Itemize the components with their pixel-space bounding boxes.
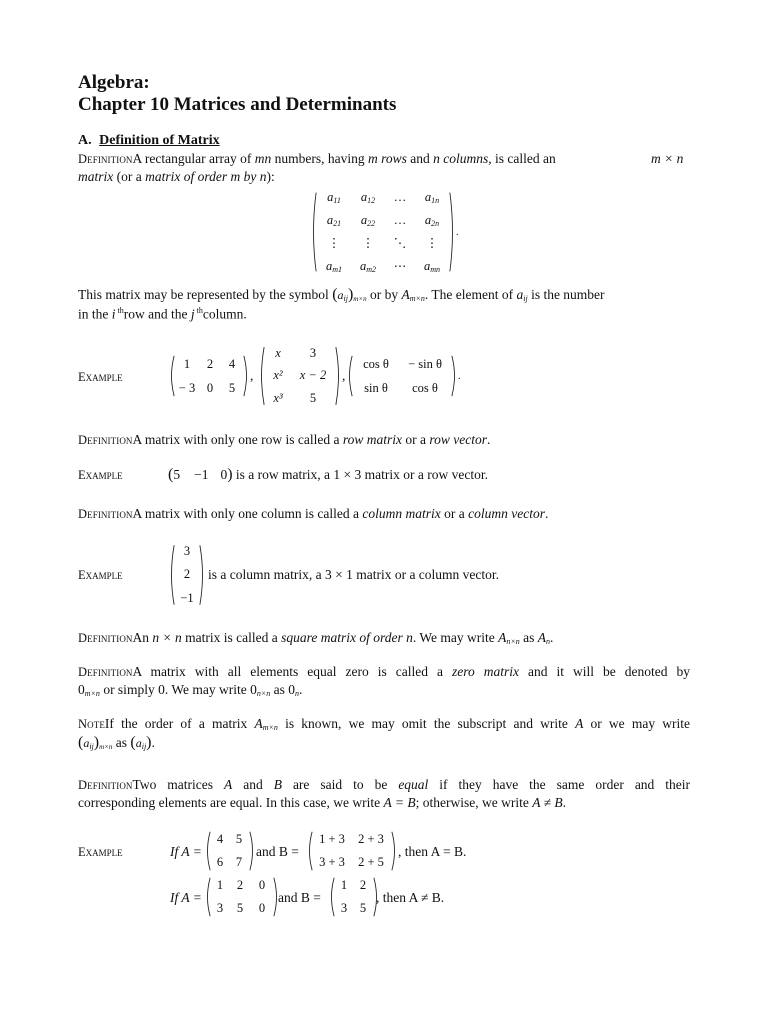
text: and bbox=[232, 777, 274, 792]
term: row vector bbox=[429, 432, 488, 447]
text: . bbox=[299, 682, 303, 697]
section-title: Definition of Matrix bbox=[99, 133, 220, 148]
text: and it will be denoted by bbox=[518, 664, 690, 679]
text: is known, we may omit the subscript and write bbox=[277, 716, 576, 731]
term: A = B bbox=[383, 795, 416, 810]
cell: 0 bbox=[258, 901, 266, 915]
comma: , bbox=[342, 368, 346, 383]
cell: 2 bbox=[236, 878, 244, 892]
text: and bbox=[406, 151, 434, 166]
text: are said to be bbox=[281, 777, 399, 792]
cell: 2 + 3 bbox=[358, 832, 384, 846]
cell: 1 + 3 bbox=[319, 832, 345, 846]
cell: 5 bbox=[173, 467, 181, 482]
cell-a11: $a_{11}$ bbox=[327, 190, 341, 205]
paren: ) bbox=[93, 734, 100, 751]
cell: x − 2 bbox=[299, 367, 327, 382]
paren: ( bbox=[78, 734, 84, 751]
cell-a2n: $a_{2n}$ bbox=[424, 213, 440, 228]
general-matrix-cells bbox=[317, 186, 449, 278]
subscript: m×n bbox=[84, 689, 100, 698]
definition-equal-line1 bbox=[78, 777, 690, 793]
cell: 2 bbox=[206, 356, 214, 371]
matrix-cells bbox=[211, 828, 249, 874]
cell: 5 bbox=[236, 901, 244, 915]
cell: x³ bbox=[273, 390, 283, 405]
representation-line2 bbox=[78, 306, 247, 323]
example2-row bbox=[168, 466, 488, 484]
then-not-equal-label: , then A ≠ B. bbox=[376, 890, 445, 905]
text: or we may write bbox=[583, 716, 691, 731]
matrix-cells bbox=[175, 352, 243, 400]
term: n columns bbox=[433, 151, 489, 166]
cell: 5 bbox=[235, 832, 243, 846]
term: matrix of order m by n bbox=[145, 169, 267, 184]
order-mxn: m × n bbox=[651, 151, 684, 166]
cell: 6 bbox=[216, 855, 224, 869]
example3-column bbox=[168, 540, 206, 610]
cell: 5 bbox=[309, 390, 317, 405]
text: if they have the same order and their bbox=[428, 777, 691, 792]
text: in the bbox=[78, 306, 112, 322]
subscript: m×n bbox=[353, 295, 367, 303]
paren: ( bbox=[130, 734, 136, 751]
definition-column-matrix bbox=[78, 506, 548, 522]
cell-amn: $a_{mn}$ bbox=[423, 258, 441, 274]
right-paren bbox=[391, 828, 398, 874]
example1-matrix-1 bbox=[168, 352, 253, 400]
cell: −1 bbox=[180, 590, 194, 605]
definition-matrix-line2 bbox=[78, 169, 275, 185]
paren: ( bbox=[332, 286, 338, 303]
cell: x bbox=[275, 345, 281, 360]
if-a-label: If A = bbox=[170, 844, 202, 859]
representation-line1 bbox=[78, 286, 605, 304]
left-paren bbox=[310, 186, 317, 278]
definition-tag: Definition bbox=[78, 152, 133, 166]
cell: cos θ bbox=[363, 356, 389, 371]
cell: 2 bbox=[359, 878, 367, 892]
text: . We may write bbox=[412, 630, 499, 645]
definition-equal-line2 bbox=[78, 795, 566, 811]
text: A matrix with only one column is called a bbox=[132, 506, 363, 521]
cell: 7 bbox=[235, 855, 243, 869]
right-paren bbox=[243, 352, 250, 400]
paren: ( bbox=[168, 466, 174, 483]
example1-matrix-2 bbox=[258, 342, 345, 410]
if-a-label: If A = bbox=[170, 890, 202, 905]
matrix-cells bbox=[211, 874, 273, 920]
text: . bbox=[562, 795, 567, 810]
cell: 1 bbox=[216, 878, 224, 892]
cell: 1 bbox=[340, 878, 348, 892]
symbol: 0 bbox=[78, 682, 85, 697]
cell: 3 bbox=[340, 901, 348, 915]
text: . bbox=[487, 432, 491, 447]
cell-ellipsis: … bbox=[393, 190, 407, 204]
superscript: th bbox=[115, 306, 124, 315]
cell-am2: $a_{m2}$ bbox=[359, 258, 377, 274]
text: . bbox=[544, 506, 549, 521]
cell: 0 bbox=[206, 380, 214, 395]
cell: 5 bbox=[228, 380, 236, 395]
text: . bbox=[550, 630, 554, 645]
cell: x² bbox=[273, 367, 283, 382]
cell: − 3 bbox=[178, 380, 196, 395]
text: An bbox=[132, 630, 153, 645]
cell-ellipsis: … bbox=[393, 213, 407, 227]
text: and B = bbox=[278, 890, 321, 905]
cell: sin θ bbox=[364, 380, 388, 395]
cell-ddots: ⋱ bbox=[393, 236, 407, 250]
right-paren bbox=[451, 352, 458, 400]
example4-matrix-B2 bbox=[328, 874, 380, 920]
subject-title: Algebra: bbox=[78, 72, 150, 93]
comma: , bbox=[250, 368, 254, 383]
definition-row-matrix bbox=[78, 432, 490, 448]
cell-vdots: ⋮ bbox=[327, 236, 341, 250]
definition-zero-matrix-line2 bbox=[78, 682, 302, 698]
left-paren bbox=[306, 828, 313, 874]
cell-cdots: ⋯ bbox=[393, 259, 407, 273]
symbol: A bbox=[498, 630, 507, 645]
definition-tag: Definition bbox=[78, 507, 133, 521]
cell: 3 bbox=[309, 345, 317, 360]
matrix-cells bbox=[353, 352, 451, 400]
definition-tag: Definition bbox=[78, 778, 133, 792]
term: square matrix of order n bbox=[281, 630, 413, 645]
section-heading bbox=[78, 133, 220, 149]
example-tag: Example bbox=[78, 370, 123, 384]
left-paren bbox=[328, 874, 335, 920]
cell: 0 bbox=[258, 878, 266, 892]
definition-matrix-line1 bbox=[78, 151, 556, 167]
cell: 4 bbox=[216, 832, 224, 846]
text: is a row matrix, a 1 × 3 matrix or a row vector. bbox=[232, 467, 488, 482]
symbol: A bbox=[537, 630, 547, 645]
right-paren bbox=[249, 828, 256, 874]
definition-zero-matrix-line1 bbox=[78, 664, 690, 680]
trailing-period: . bbox=[456, 226, 459, 238]
term: n × n bbox=[152, 630, 182, 645]
cell: −1 bbox=[194, 467, 209, 482]
paren: ) bbox=[347, 286, 354, 303]
cell-vdots: ⋮ bbox=[425, 236, 439, 250]
symbol: i bbox=[111, 306, 116, 322]
cell: 3 bbox=[216, 901, 224, 915]
note-line2 bbox=[78, 734, 155, 752]
term: mn bbox=[254, 151, 272, 166]
definition-tag: Definition bbox=[78, 631, 133, 645]
note-line1 bbox=[78, 716, 690, 732]
superscript: th bbox=[194, 306, 203, 315]
symbol: B bbox=[273, 777, 282, 792]
symbol: A bbox=[575, 716, 584, 731]
text: or a bbox=[440, 506, 469, 521]
subscript: n×n bbox=[506, 637, 520, 646]
text: row and the bbox=[123, 306, 191, 322]
term: m rows bbox=[367, 151, 407, 166]
cell: 2 + 5 bbox=[358, 855, 384, 869]
matrix-cells bbox=[175, 540, 199, 610]
section-letter: A. bbox=[78, 133, 92, 148]
chapter-title: Chapter 10 Matrices and Determinants bbox=[78, 94, 397, 115]
text: or a bbox=[402, 432, 430, 447]
text: is the number bbox=[527, 287, 605, 302]
subscript: m×n bbox=[99, 743, 113, 751]
text: as bbox=[519, 630, 538, 645]
term: row matrix bbox=[342, 432, 403, 447]
example-tag: Example bbox=[78, 568, 123, 582]
text: as 0 bbox=[270, 682, 295, 697]
right-paren bbox=[199, 540, 206, 610]
text: A matrix with all elements equal zero is called a bbox=[132, 664, 452, 679]
subscript: m×n bbox=[262, 723, 278, 732]
left-paren bbox=[204, 874, 211, 920]
text: or by bbox=[366, 287, 402, 302]
example4-matrix-A1 bbox=[204, 828, 256, 874]
cell-a1n: $a_{1n}$ bbox=[424, 190, 440, 205]
and-b-label bbox=[256, 844, 299, 860]
cell-am1: $a_{m1}$ bbox=[325, 258, 343, 274]
text: corresponding elements are equal. In this case, we write bbox=[78, 795, 384, 810]
left-paren bbox=[168, 352, 175, 400]
cell-a12: $a_{12}$ bbox=[360, 190, 376, 205]
text: . The element of bbox=[424, 287, 517, 302]
symbol: a bbox=[516, 287, 524, 302]
text: This matrix may be represented by the symbol bbox=[78, 287, 329, 302]
cell: 4 bbox=[228, 356, 236, 371]
term: equal bbox=[398, 777, 429, 792]
matrix-cells bbox=[313, 828, 391, 874]
symbol: A bbox=[224, 777, 233, 792]
symbol: j bbox=[190, 306, 195, 322]
cell-vdots: ⋮ bbox=[361, 236, 375, 250]
right-paren bbox=[335, 342, 342, 410]
definition-tag: Definition bbox=[78, 665, 133, 679]
symbol: A bbox=[401, 287, 410, 302]
term: zero matrix bbox=[451, 664, 519, 679]
example4-matrix-B1 bbox=[306, 828, 398, 874]
then-equal-label: , then A = B. bbox=[398, 844, 467, 859]
cell: 1 bbox=[183, 356, 191, 371]
right-paren bbox=[449, 186, 456, 278]
subscript: n×n bbox=[256, 689, 271, 698]
cell: − sin θ bbox=[408, 356, 442, 371]
text: as bbox=[112, 735, 131, 750]
paren: ) bbox=[146, 734, 152, 751]
note-tag: Note bbox=[78, 717, 105, 731]
cell-a21: $a_{21}$ bbox=[326, 213, 342, 228]
text: A rectangular array of bbox=[132, 151, 255, 166]
matrix-cells bbox=[335, 874, 373, 920]
left-paren bbox=[168, 540, 175, 610]
example-tag: Example bbox=[78, 468, 123, 482]
example4-matrix-A2 bbox=[204, 874, 280, 920]
subscript: n bbox=[295, 689, 299, 698]
left-paren bbox=[258, 342, 265, 410]
aij-symbol: $a_{ij}$ bbox=[83, 736, 94, 751]
text: Two matrices bbox=[132, 777, 225, 792]
aij-symbol: $a_{ij}$ bbox=[337, 288, 348, 303]
subscript: n bbox=[546, 637, 551, 646]
text: or simply 0. We may write 0 bbox=[99, 682, 257, 697]
aij-symbol: $a_{ij}$ bbox=[135, 736, 147, 751]
cell: 3 + 3 bbox=[319, 855, 345, 869]
text: ; otherwise, we write bbox=[415, 795, 533, 810]
cell: cos θ bbox=[412, 380, 438, 395]
text: A matrix with only one row is called a bbox=[132, 432, 343, 447]
text: matrix is called a bbox=[181, 630, 282, 645]
text: If the order of a matrix bbox=[104, 716, 255, 731]
general-matrix bbox=[310, 186, 459, 278]
cell-a22: $a_{22}$ bbox=[360, 213, 376, 228]
text: column. bbox=[202, 306, 247, 322]
term: column matrix bbox=[362, 506, 441, 521]
paren: ) bbox=[227, 466, 233, 483]
definition-square-matrix bbox=[78, 630, 553, 646]
and-b-label bbox=[278, 890, 321, 906]
example1-matrix-3 bbox=[346, 352, 461, 400]
text: ): bbox=[266, 169, 275, 184]
period: . bbox=[458, 370, 461, 382]
left-paren bbox=[204, 828, 211, 874]
cell: 2 bbox=[183, 567, 191, 581]
cell: 3 bbox=[183, 544, 191, 558]
definition-tag: Definition bbox=[78, 433, 133, 447]
term: A ≠ B bbox=[532, 795, 563, 810]
text: . bbox=[151, 735, 155, 750]
subscript: m×n bbox=[409, 294, 425, 303]
text: (or a bbox=[113, 169, 146, 184]
example3-text: is a column matrix, a 3 × 1 matrix or a column vector. bbox=[208, 567, 500, 582]
symbol: A bbox=[254, 716, 263, 731]
text: and B = bbox=[256, 844, 299, 859]
subscript: ij bbox=[523, 294, 528, 303]
cell: 0 bbox=[220, 467, 228, 482]
cell: 5 bbox=[359, 901, 367, 915]
left-paren bbox=[346, 352, 353, 400]
term: matrix bbox=[78, 169, 114, 184]
matrix-cells bbox=[265, 342, 335, 410]
example-tag: Example bbox=[78, 845, 123, 859]
text: , is called an bbox=[488, 151, 556, 166]
text: numbers, having bbox=[271, 151, 368, 166]
term: column vector bbox=[468, 506, 545, 521]
